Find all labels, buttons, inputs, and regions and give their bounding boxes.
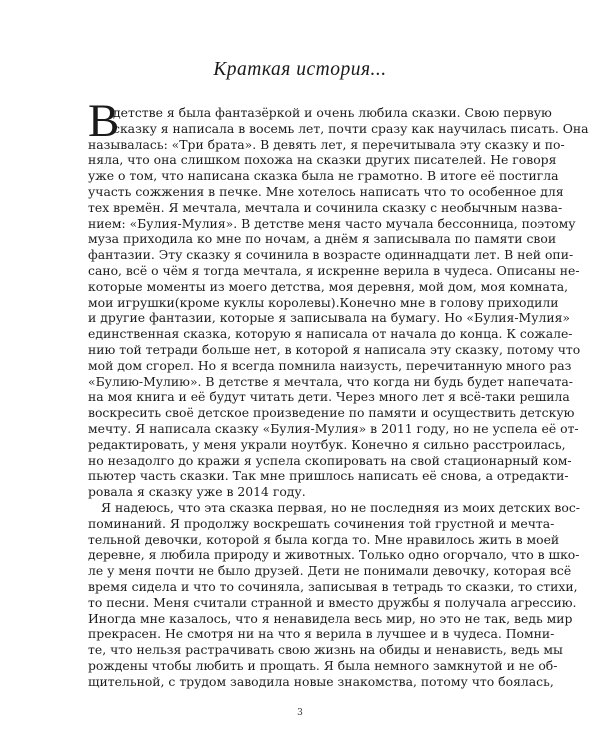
text-line: уже о том, что написана сказка была не грамотно. В итоге её постигла — [88, 168, 559, 184]
text-line: фантазии. Эту сказку я сочинила в возрасте одиннадцати лет. В ней опи- — [88, 247, 574, 263]
paragraph-1 — [88, 105, 589, 500]
text-line: редактировать, у меня украли ноутбук. Конечно я сильно расстроилась, — [88, 436, 566, 452]
text-line: участь сожжения в печке. Мне хотелось написать что то особенное для — [88, 183, 564, 199]
text-line: называлась: «Три брата». В девять лет, я перечитывала эту сказку и по- — [88, 136, 565, 152]
text-line: поминаний. Я продолжу воскрешать сочинения той грустной и мечта- — [88, 515, 555, 531]
text-line: тех времён. Я мечтала, мечтала и сочинила сказку с необычным назва- — [88, 199, 563, 215]
text-line: прекрасен. Не смотря ни на что я верила в лучшее и в чудеса. Помни- — [88, 626, 555, 642]
body-text — [88, 105, 589, 689]
text-line: время сидела и что то сочиняла, записывая в тетрадь то сказки, то стихи, — [88, 578, 578, 594]
text-line: мой дом сгорел. Но я всегда помнила наизусть, перечитанную много раз — [88, 357, 572, 373]
text-line: ровала я сказку уже в 2014 году. — [88, 484, 306, 500]
text-line: Я надеюсь, что эта сказка первая, но не последняя из моих детских вос- — [101, 499, 580, 515]
text-line: то песни. Меня считали странной и вместо дружбы я получала агрессию. — [88, 594, 577, 610]
drop-cap: В — [88, 95, 120, 147]
text-line: которые моменты из моего детства, моя деревня, мой дом, моя комната, — [88, 278, 569, 294]
text-line: единственная сказка, которую я написала от начала до конца. К сожале- — [88, 326, 573, 342]
text-line: няла, что она слишком похожа на сказки других писателей. Не говоря — [88, 152, 557, 168]
text-line: сано, всё о чём я тогда мечтала, я искренне верила в чудеса. Описаны не- — [88, 262, 580, 278]
text-line: «Булию-Мулию». В детстве я мечтала, что когда ни будь будет напечата- — [88, 373, 573, 389]
text-line: пьютер часть сказки. Так мне пришлось написать её снова, а отредакти- — [88, 468, 569, 484]
text-line: детстве я была фантазёркой и очень любила сказки. Свою первую — [113, 105, 552, 120]
text-line: нием: «Булия-Мулия». В детстве меня часто мучала бессонница, поэтому — [88, 215, 576, 231]
text-line: нию той тетради больше нет, в которой я написала эту сказку, потому что — [88, 341, 581, 357]
text-line: Иногда мне казалось, что я ненавидела весь мир, но это не так, ведь мир — [88, 610, 573, 626]
text-line: воскресить своё детское произведение по памяти и осуществить детскую — [88, 405, 575, 421]
text-line: рождены чтобы любить и прощать. Я была немного замкнутой и не об- — [88, 657, 558, 673]
text-line: тельной девочки, которой я была когда то. Мне нравилось жить в моей — [88, 531, 560, 547]
text-line: на моя книга и её будут читать дети. Через много лет я всё-таки решила — [88, 389, 570, 405]
text-line: сказку я написала в восемь лет, почти сразу как научилась писать. Она — [113, 120, 589, 136]
text-line: и другие фантазии, которые я записывала на бумагу. Но «Булия-Мулия» — [88, 310, 571, 326]
text-line: муза приходила ко мне по ночам, а днём я записывала по памяти свои — [88, 231, 557, 247]
text-line: те, что нельзя растрачивать свою жизнь на обиды и ненависть, ведь мы — [88, 642, 563, 658]
text-line: мечту. Я написала сказку «Булия-Мулия» в 2011 году, но не успела её от- — [88, 420, 579, 436]
text-line: деревне, я любила природу и животных. Только одно огорчало, что в шко- — [88, 547, 580, 563]
text-line: но незадолго до кражи я успела скопировать на свой стационарный ком- — [88, 452, 572, 468]
text-line: щительной, с трудом заводила новые знакомства, потому что боялась, — [88, 673, 554, 689]
page-title: Краткая история... — [213, 59, 387, 80]
text-line: мои игрушки(кроме куклы королевы).Конечно мне в голову приходили — [88, 294, 559, 310]
text-line: ле у меня почти не было друзей. Дети не понимали девочку, которая всё — [88, 563, 572, 579]
paragraph-2 — [88, 499, 580, 690]
page-number: 3 — [297, 708, 303, 718]
page-content — [88, 58, 589, 689]
